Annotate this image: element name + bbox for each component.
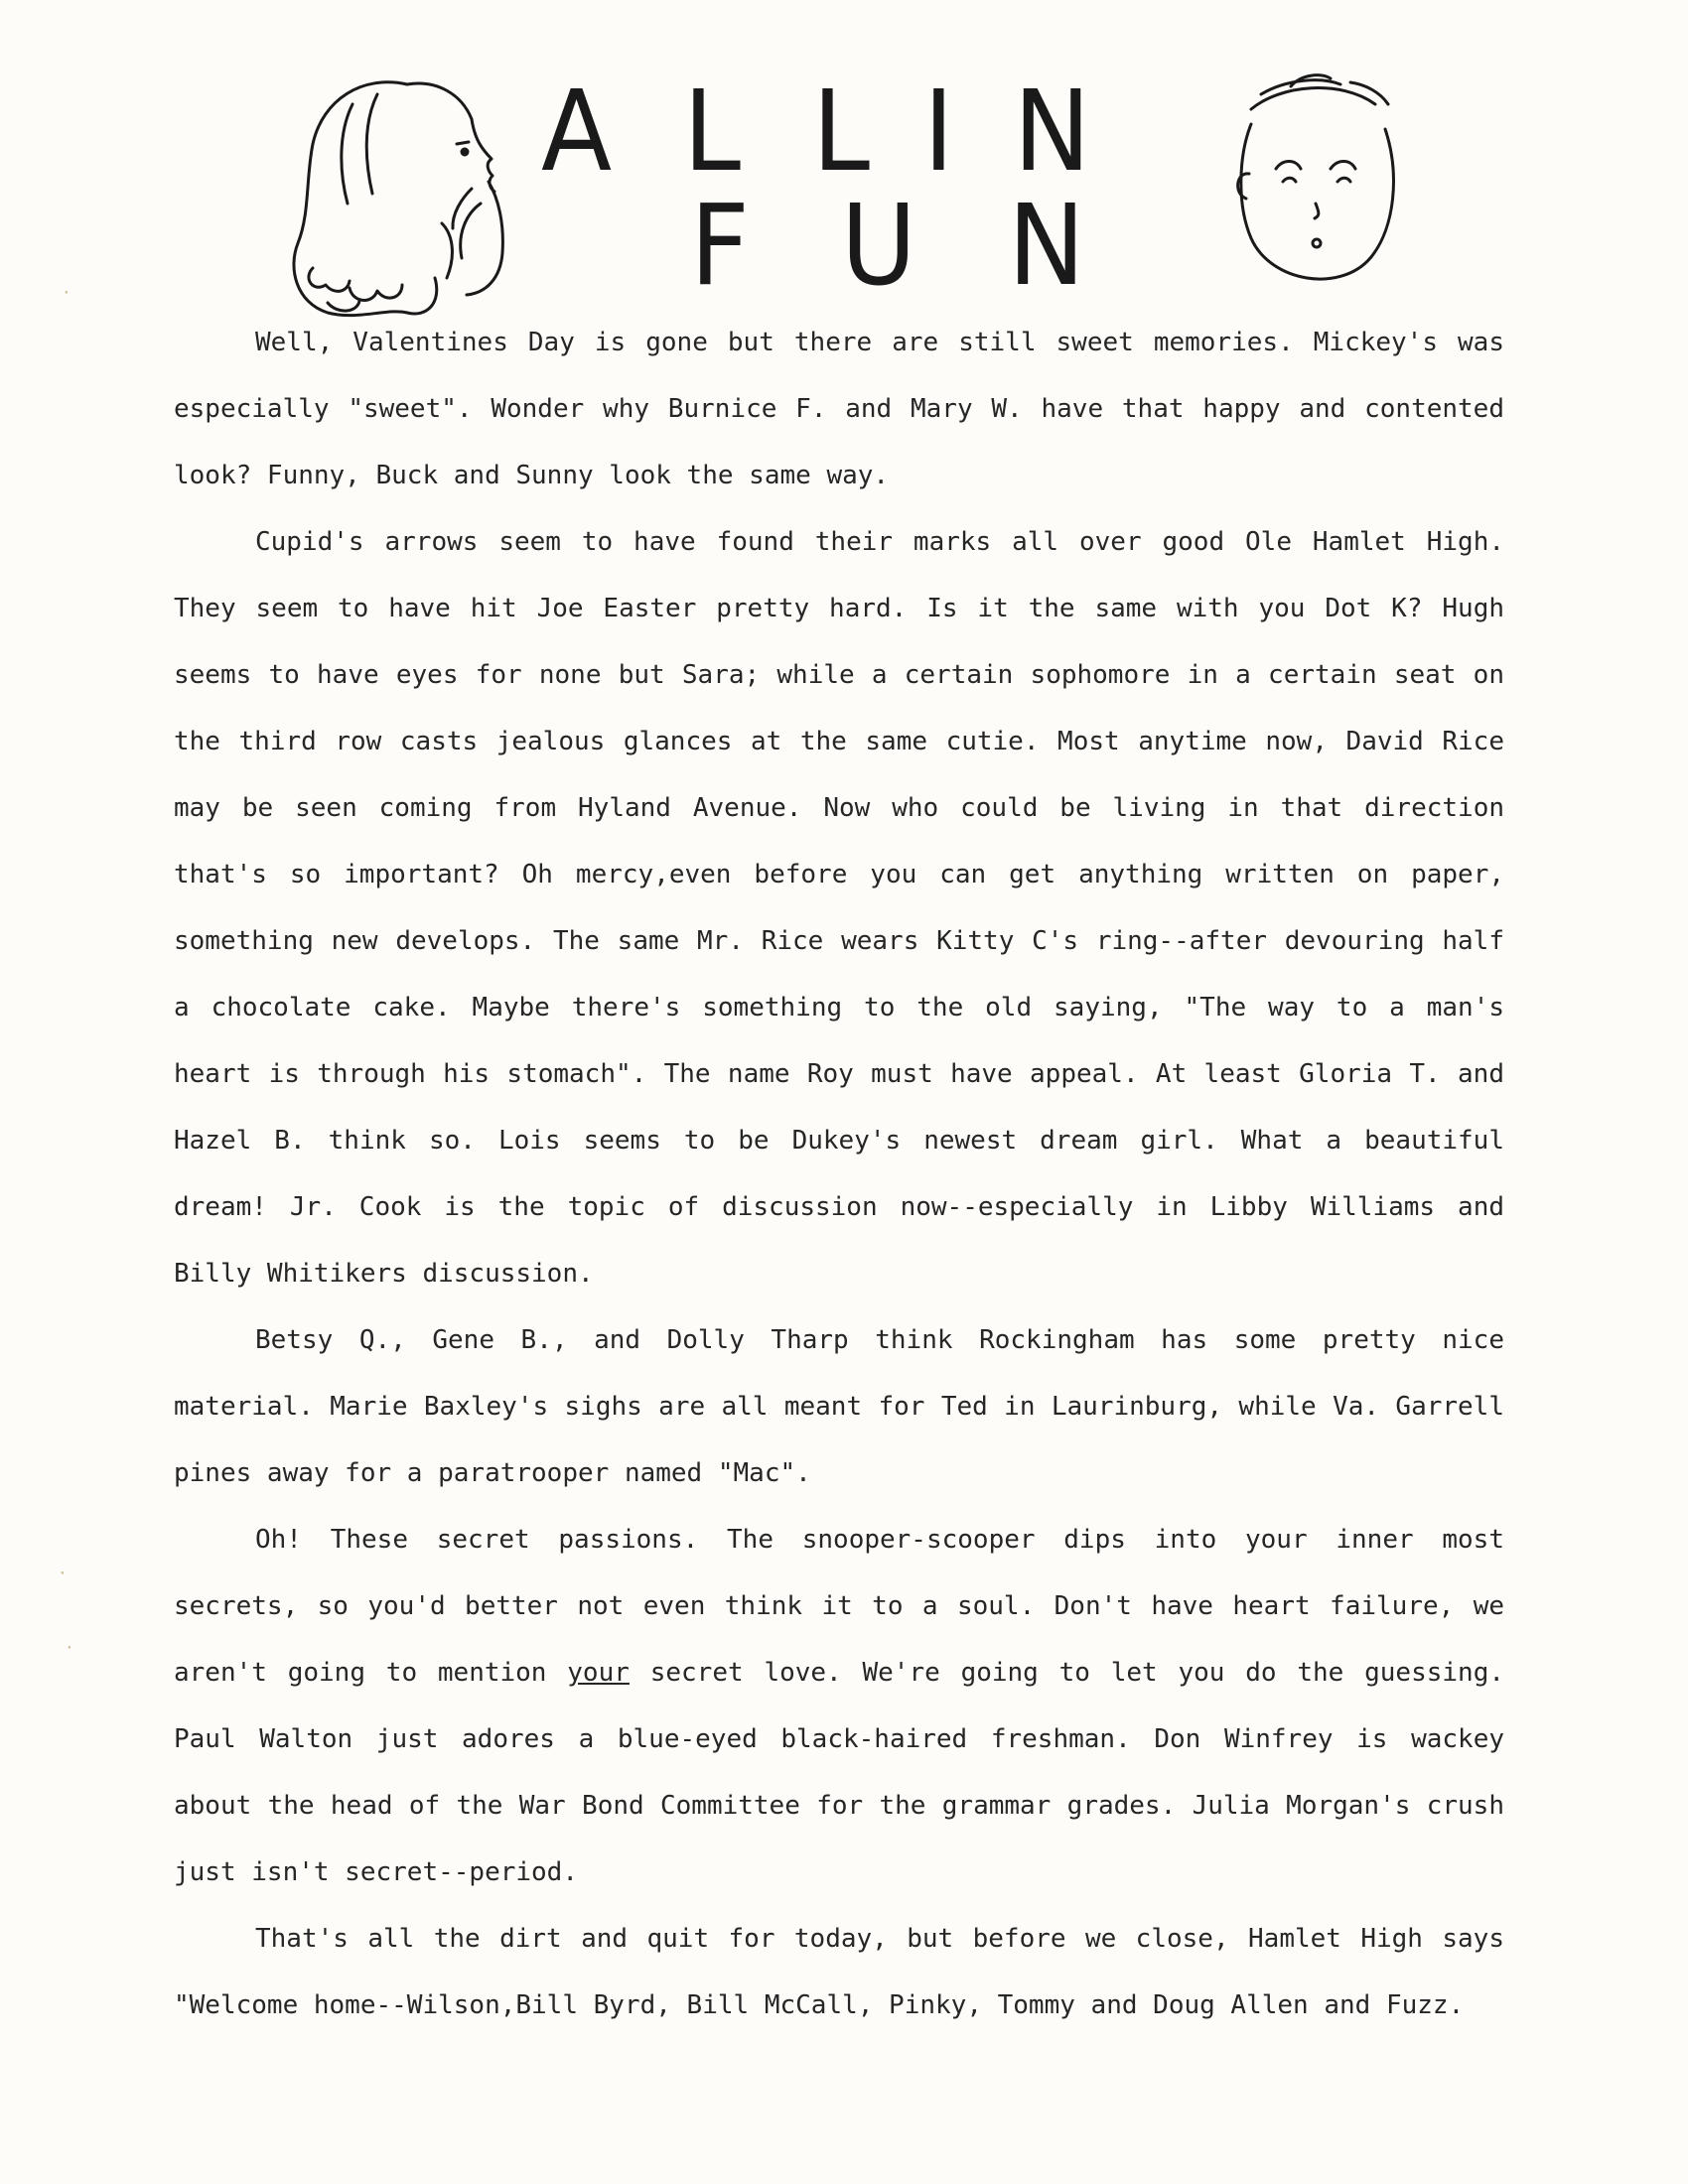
paragraph-secret-passions <box>174 1507 1504 1906</box>
paragraph-closing: That's all the dirt and quit for today, but before we close, Hamlet High says "Welcome home--Wilson,Bill Byrd, Bill McCall, Pinky, Tommy and Doug Allen and Fuzz. <box>174 1924 1504 2020</box>
underlined-your: your <box>567 1658 630 1688</box>
title-word-in: IN <box>923 66 1151 197</box>
paragraph-valentines: Well, Valentines Day is gone but there are still sweet memories. Mickey's was especially "sweet". Wonder why Burnice F. and Mary W. have that happy and contented look? Funny, Buck and Sunny look the same way. <box>174 328 1504 490</box>
paragraph-rockingham: Betsy Q., Gene B., and Dolly Tharp think Rockingham has some pretty nice material. Marie Baxley's sighs are all meant for Ted in Laurinburg, while Va. Garrell pines away for a paratrooper named "Mac". <box>174 1325 1504 1488</box>
title-word-fun: FUN <box>690 180 1177 311</box>
paragraph-cupid: Cupid's arrows seem to have found their marks all over good Ole Hamlet High. They seem to have hit Joe Easter pretty hard. Is it the same with you Dot K? Hugh seems to have eyes for none but Sara; while a certain sophomore in a certain seat on the third row casts jealous glances at the same cutie. Most anytime now, David Rice may be seen coming from Hyland Avenue. Now who could be living in that direction that's so important? Oh mercy,even before you can get anything written on paper, something new develops. The same Mr. Rice wears Kitty C's ring--after devouring half a chocolate cake. Maybe there's something to the old saying, "The way to a man's heart is through his stomach". The name Roy must have appeal. At least Gloria T. and Hazel B. think so. Lois seems to be Dukey's newest dream girl. What a beautiful dream! Jr. Cook is the topic of discussion now--especially in Libby Williams and Billy Whitikers discussion. <box>174 527 1504 1289</box>
passions-text-start: Oh! These secret passions. The snooper-scooper dips into your inner most secrets, so you'd better not even think it to a soul. Don't have heart failure, we aren't going to mention <box>174 1525 1504 1688</box>
surprised-boy-face-icon <box>1192 65 1440 313</box>
passions-text-end: secret love. We're going to let you do the guessing. Paul Walton just adores a blue-eyed black-haired freshman. Don Winfrey is wackey about the head of the War Bond Committee for the grammar grades. Julia Morgan's crush just isn't secret--period. <box>174 1658 1505 1887</box>
article-body <box>174 310 1504 2039</box>
woman-whispering-icon <box>268 65 566 333</box>
paper-speck: · <box>65 1638 74 1657</box>
paper-speck: · <box>58 1564 68 1582</box>
title-word-all: ALL <box>541 66 942 197</box>
paper-speck: · <box>62 283 71 302</box>
